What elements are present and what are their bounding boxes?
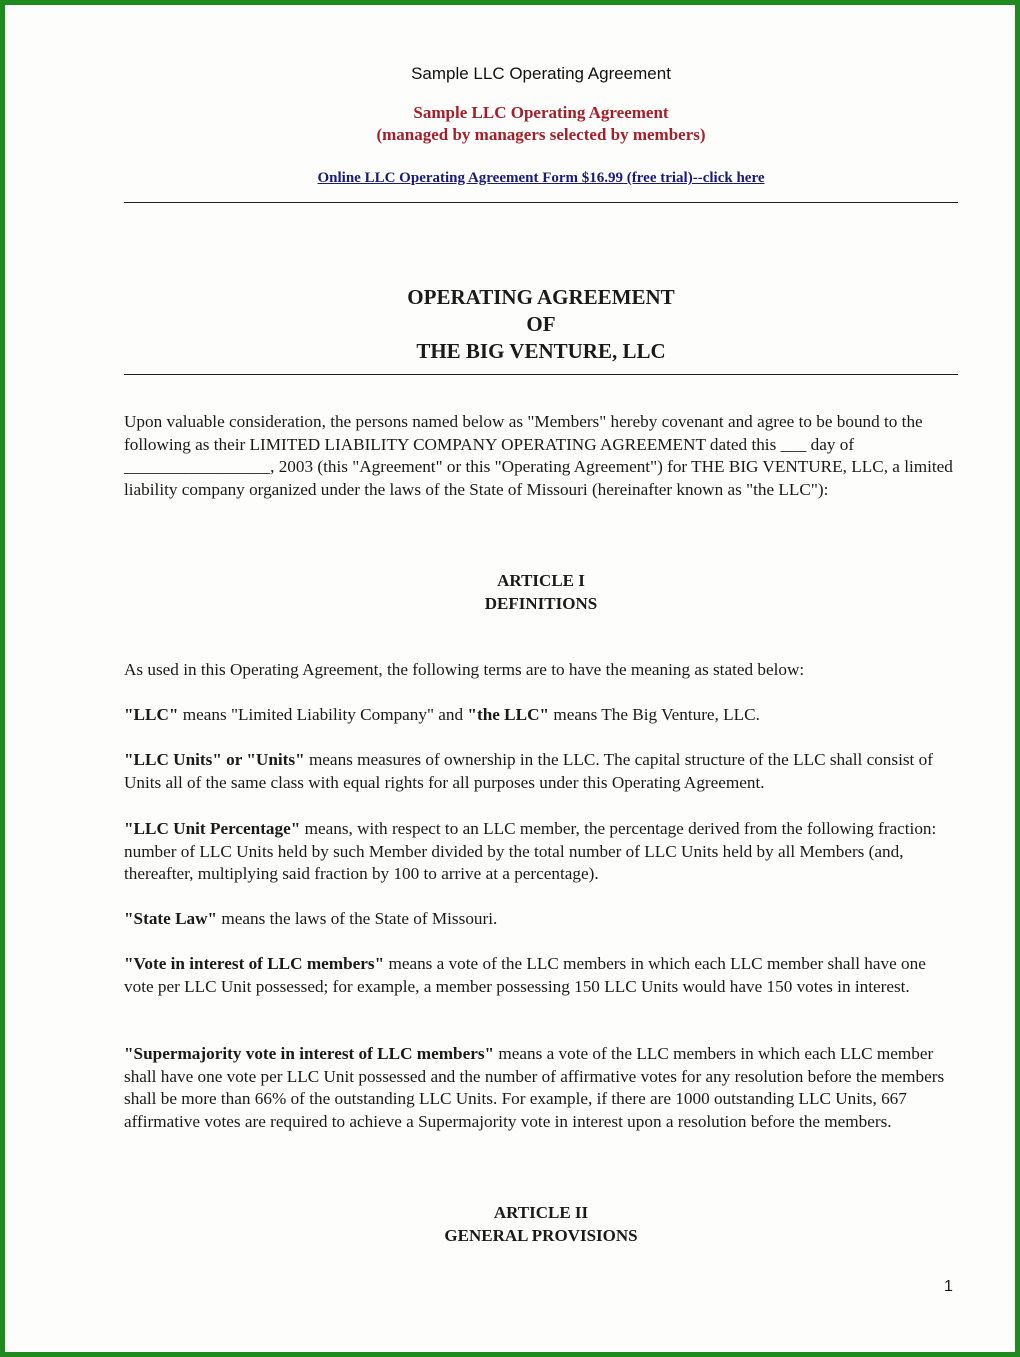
definition-term: "LLC Units" or "Units" — [124, 750, 305, 769]
definition-term: "LLC Unit Percentage" — [124, 819, 301, 838]
title-rule — [124, 374, 958, 375]
top-rule — [124, 202, 958, 203]
page-header-title: Sample LLC Operating Agreement — [411, 64, 671, 83]
title-line-1: OPERATING AGREEMENT — [407, 285, 675, 309]
intro-paragraph: Upon valuable consideration, the persons named below as "Members" hereby covenant and agree to be bound to the following as their LIMITED LIABILITY COMPANY OPERATING AGREEMENT dated this ___ day of _________________, 2003 (this "Agreement" or this "Operating Agreement") for THE BIG VENTURE, LLC, a limited liability company organized under the laws of the State of Missouri (hereinafter known as "the LLC"): — [124, 412, 953, 499]
definition-text: means measures of ownership in the LLC. The capital structure of the LLC shall consist of Units all of the same class with equal rights for all purposes under this Operating Agreement. — [124, 750, 933, 792]
article-1-title: DEFINITIONS — [484, 594, 598, 613]
article-1-heading — [124, 569, 958, 615]
definition-text: means "Limited Liability Company" and — [178, 705, 468, 724]
article-2-heading — [124, 1201, 958, 1247]
title-line-2: OF — [526, 312, 556, 336]
definition-llc-units — [124, 749, 958, 794]
red-title: Sample LLC Operating Agreement — [413, 103, 669, 122]
definition-llc-unit-percentage — [124, 818, 958, 886]
definition-state-law — [124, 908, 958, 931]
definition-term: "State Law" — [124, 909, 218, 928]
definition-term: "the LLC" — [467, 705, 550, 724]
definition-term: "Supermajority vote in interest of LLC members" — [124, 1044, 495, 1063]
definition-text: means a vote of the LLC members in which each LLC member shall have one vote per LLC Unit possessed and the number of affirmative votes for any resolution before the members shall be more than 66% of the outstanding LLC Units. For example, if there are 1000 outstanding LLC Units, 667 affirmative votes are required to achieve a Supermajority vote in interest upon a resolution before the members. — [124, 1044, 945, 1131]
online-form-link[interactable]: Online LLC Operating Agreement Form $16.99 (free trial)--click here — [317, 170, 765, 186]
title-line-3: THE BIG VENTURE, LLC — [416, 339, 666, 363]
red-subtitle: (managed by managers selected by members) — [376, 125, 706, 144]
article-2-title: GENERAL PROVISIONS — [444, 1226, 638, 1245]
definition-term: "Vote in interest of LLC members" — [124, 954, 385, 973]
definition-text: means a vote of the LLC members in which each LLC member shall have one vote per LLC Unit possessed; for example, a member possessing 150 LLC Units would have 150 votes in interest. — [124, 954, 926, 996]
definition-term: "LLC" — [124, 705, 179, 724]
definition-supermajority-vote — [124, 1043, 958, 1133]
definition-text: means, with respect to an LLC member, the percentage derived from the following fraction: number of LLC Units held by such Member divided by the total number of LLC Units held by all Members (and, thereafter, multiplying said fraction by 100 to arrive at a percentage). — [124, 819, 937, 884]
article-1-number: ARTICLE I — [497, 571, 585, 590]
definition-vote-in-interest — [124, 953, 958, 998]
definitions-intro: As used in this Operating Agreement, the following terms are to have the meaning as stated below: — [124, 660, 805, 679]
definition-text: means the laws of the State of Missouri. — [217, 909, 498, 928]
definition-llc — [124, 704, 958, 727]
definition-text: means The Big Venture, LLC. — [549, 705, 760, 724]
article-2-number: ARTICLE II — [493, 1203, 589, 1222]
page-number: 1 — [944, 1278, 953, 1295]
agreement-title — [124, 284, 958, 365]
